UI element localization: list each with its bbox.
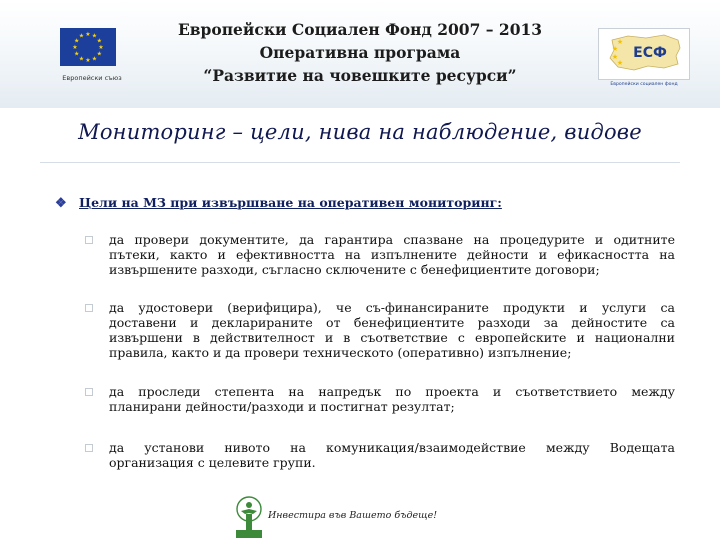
list-item-line: извършените разходи, съгласно сключените с бенефициентите договори;	[109, 262, 600, 277]
list-item-line: правила, както и да провери техническото (оперативно) изпълнение;	[109, 345, 572, 360]
svg-text:★: ★	[616, 59, 624, 67]
investing-in-future-logo	[232, 496, 266, 538]
footer-slogan: Инвестира във Вашето бъдеще!	[268, 510, 438, 521]
title-divider	[40, 162, 680, 163]
main-point-text: Цели на МЗ при извършване на оперативен мониторинг:	[79, 195, 502, 210]
slide-title: Мониторинг – цели, нива на наблюдение, видове	[78, 120, 642, 144]
list-item-line: да проследи степента на напредък по проекта и съответствието между	[109, 384, 675, 399]
main-point	[55, 195, 655, 211]
svg-text:★: ★	[85, 57, 91, 64]
eu-logo	[52, 28, 132, 90]
svg-text:★: ★	[78, 55, 85, 63]
svg-text:★: ★	[91, 55, 98, 63]
header-title-line: Оперативна програма	[259, 43, 461, 62]
list-item-line: извършени в действителност и в съответствие с европейските и национални	[109, 330, 675, 345]
svg-text:★: ★	[96, 50, 102, 58]
esf-logo	[598, 28, 690, 90]
list-item-line: да установи нивото на комуникация/взаимодействие между Водещата	[109, 440, 675, 455]
header-title-line: Европейски Социален Фонд 2007 – 2013	[177, 20, 543, 39]
svg-text:★: ★	[611, 45, 619, 53]
svg-text:ЕСФ: ЕСФ	[633, 45, 667, 61]
svg-text:★: ★	[91, 32, 98, 40]
list-item-line: доставени и декларираните от бенефициентите разходи за дейностите са	[109, 315, 675, 330]
list-item-line: организация с целевите групи.	[109, 455, 316, 470]
svg-text:★: ★	[78, 32, 85, 40]
svg-text:★: ★	[74, 37, 80, 45]
list-item-line: планирани дейности/разходи и постигнат резултат;	[109, 399, 455, 414]
eu-logo-caption: Европейски съюз	[62, 74, 122, 82]
list-item-line: пътеки, както и ефективността на изпълнените дейности и ефикасността на	[109, 247, 675, 262]
diamond-bullet-icon: ❖	[55, 196, 67, 211]
square-bullet-icon	[85, 388, 93, 396]
esf-bulgaria-logo	[598, 28, 690, 80]
esf-logo-caption: Европейски социален фонд	[610, 82, 678, 87]
svg-text:★: ★	[98, 44, 104, 51]
svg-text:★: ★	[74, 50, 80, 58]
svg-text:★: ★	[616, 38, 624, 46]
header-title-line: “Развитие на човешките ресурси”	[203, 66, 517, 85]
svg-text:★: ★	[85, 31, 91, 38]
list-item-line: да провери документите, да гарантира спазване на процедурите и одитните	[109, 232, 675, 247]
svg-text:★: ★	[96, 37, 102, 45]
square-bullet-icon	[85, 304, 93, 312]
header-title	[160, 18, 560, 87]
svg-text:★: ★	[72, 44, 78, 51]
square-bullet-icon	[85, 236, 93, 244]
svg-text:★: ★	[611, 53, 619, 61]
list-item-line: да удостовери (верифицира), че съ-финансираните продукти и услуги са	[109, 300, 675, 315]
eu-flag-icon	[60, 28, 116, 66]
square-bullet-icon	[85, 444, 93, 452]
